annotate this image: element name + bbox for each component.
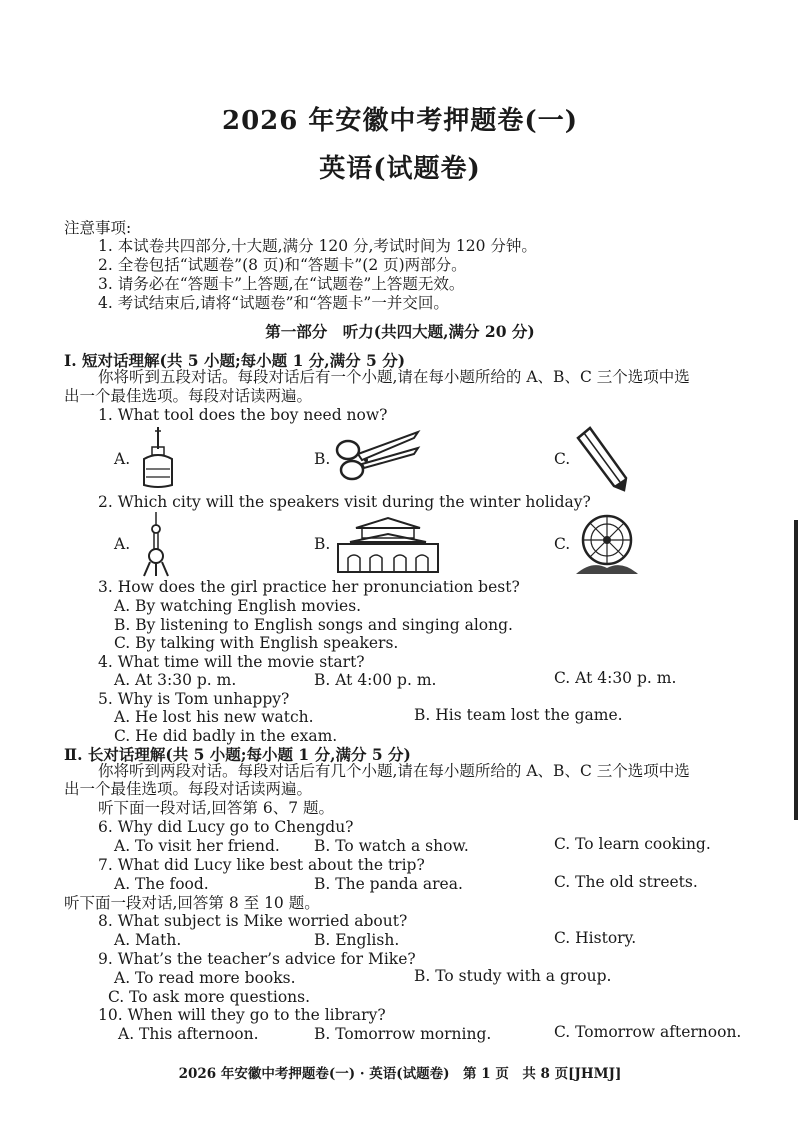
option-c: C. By talking with English speakers. <box>114 634 399 652</box>
option-a: A. <box>114 535 131 553</box>
option-a: A. By watching English movies. <box>114 597 362 615</box>
option-b: B. His team lost the game. <box>414 706 623 724</box>
question-7: 7. What did Lucy like best about the trip? <box>98 856 425 874</box>
question-10: 10. When will they go to the library? <box>98 1006 386 1024</box>
option-c: C. The old streets. <box>554 873 698 891</box>
option-a: A. The food. <box>114 875 209 893</box>
option-b: B. Tomorrow morning. <box>314 1025 492 1043</box>
question-8: 8. What subject is Mike worried about? <box>98 912 408 930</box>
option-a: A. He lost his new watch. <box>114 708 314 726</box>
option-c: C. Tomorrow afternoon. <box>554 1023 742 1041</box>
section1-heading: Ⅰ. 短对话理解(共 5 小题;每小题 1 分,满分 5 分) <box>64 351 406 370</box>
option-b: B. By listening to English songs and singing along. <box>114 616 513 634</box>
part1-heading: 第一部分 听力(共四大题,满分 20 分) <box>265 322 535 341</box>
question-1: 1. What tool does the boy need now? <box>98 406 388 424</box>
question-3: 3. How does the girl practice her pronunciation best? <box>98 578 520 596</box>
ferris-wheel-icon <box>574 510 640 578</box>
option-c: C. He did badly in the exam. <box>114 727 338 745</box>
scissors-icon <box>334 428 422 484</box>
notice-item: 1. 本试卷共四部分,十大题,满分 120 分,考试时间为 120 分钟。 <box>98 237 537 255</box>
page-subtitle: 英语(试题卷) <box>319 154 481 184</box>
option-c: C. To learn cooking. <box>554 835 711 853</box>
question-5: 5. Why is Tom unhappy? <box>98 690 290 708</box>
option-c: C. <box>554 450 571 468</box>
question-2: 2. Which city will the speakers visit during the winter holiday? <box>98 493 591 511</box>
option-b: B. At 4:00 p. m. <box>314 671 437 689</box>
section2-heading: Ⅱ. 长对话理解(共 5 小题;每小题 1 分,满分 5 分) <box>64 745 411 764</box>
notice-item: 3. 请务必在“答题卡”上答题,在“试题卷”上答题无效。 <box>98 275 465 293</box>
tiananmen-icon <box>334 514 442 576</box>
dialogue-lead: 听下面一段对话,回答第 6、7 题。 <box>98 799 335 817</box>
notice-heading: 注意事项: <box>64 219 132 237</box>
option-b: B. <box>314 535 331 553</box>
option-c: C. <box>554 535 571 553</box>
option-a: A. To read more books. <box>114 969 296 987</box>
option-a: A. To visit her friend. <box>114 837 280 855</box>
section1-instruction: 你将听到五段对话。每段对话后有一个小题,请在每小题所给的 A、B、C 三个选项中选 <box>98 368 690 386</box>
option-c: C. To ask more questions. <box>108 988 311 1006</box>
question-6: 6. Why did Lucy go to Chengdu? <box>98 818 354 836</box>
option-b: B. English. <box>314 931 400 949</box>
option-b: B. <box>314 450 331 468</box>
section2-instruction: 你将听到两段对话。每段对话后有几个小题,请在每小题所给的 A、B、C 三个选项中选 <box>98 762 690 780</box>
notice-item: 4. 考试结束后,请将“试题卷”和“答题卡”一并交回。 <box>98 294 449 312</box>
section2-instruction: 出一个最佳选项。每段对话读两遍。 <box>64 780 313 798</box>
oil-can-icon <box>138 425 178 491</box>
option-a: A. At 3:30 p. m. <box>114 671 237 689</box>
option-c: C. History. <box>554 929 637 947</box>
section1-instruction: 出一个最佳选项。每段对话读两遍。 <box>64 387 313 405</box>
page-footer: 2026 年安徽中考押题卷(一) · 英语(试题卷) 第 1 页 共 8 页[JHMJ] <box>178 1066 622 1082</box>
option-a: A. This afternoon. <box>118 1025 259 1043</box>
question-4: 4. What time will the movie start? <box>98 653 365 671</box>
option-b: B. The panda area. <box>314 875 463 893</box>
option-c: C. At 4:30 p. m. <box>554 669 677 687</box>
question-9: 9. What’s the teacher’s advice for Mike? <box>98 950 416 968</box>
pencil-icon <box>574 424 630 492</box>
option-a: A. Math. <box>114 931 182 949</box>
notice-item: 2. 全卷包括“试题卷”(8 页)和“答题卡”(2 页)两部分。 <box>98 256 467 274</box>
option-b: B. To watch a show. <box>314 837 469 855</box>
option-a: A. <box>114 450 131 468</box>
option-b: B. To study with a group. <box>414 967 612 985</box>
scrollbar[interactable] <box>794 520 798 820</box>
tv-tower-icon <box>142 512 170 578</box>
dialogue-lead: 听下面一段对话,回答第 8 至 10 题。 <box>64 894 320 912</box>
page-title: 2026 年安徽中考押题卷(一) <box>221 106 579 136</box>
